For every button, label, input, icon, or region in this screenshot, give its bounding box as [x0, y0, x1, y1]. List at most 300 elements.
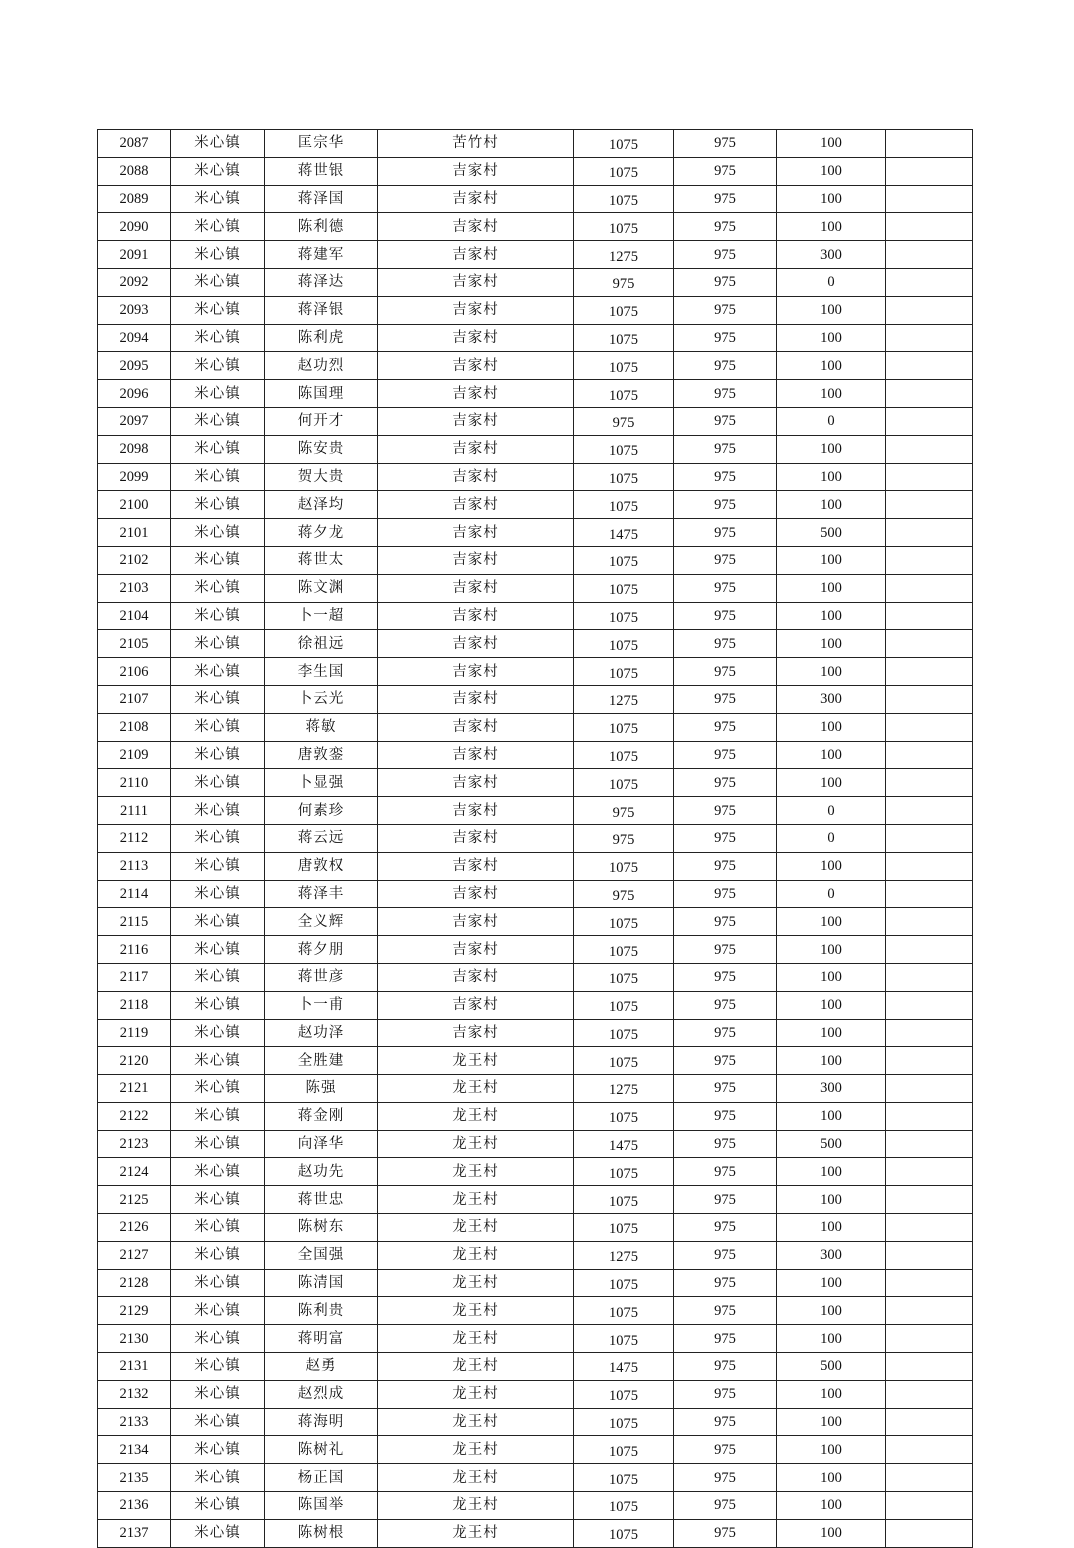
- note-cell: [886, 352, 973, 380]
- village-cell: 吉家村: [378, 324, 574, 352]
- base-amount-cell: 975: [674, 769, 777, 797]
- table-row: [98, 852, 973, 880]
- town-cell: 米心镇: [171, 157, 265, 185]
- note-cell: [886, 491, 973, 519]
- row-number-cell: 2109: [98, 741, 171, 769]
- village-cell: 吉家村: [378, 157, 574, 185]
- extra-amount-cell: 500: [777, 1130, 886, 1158]
- base-amount-cell: 975: [674, 324, 777, 352]
- town-cell: 米心镇: [171, 352, 265, 380]
- base-amount-cell: 975: [674, 1436, 777, 1464]
- total-amount-cell: 1075: [574, 991, 674, 1019]
- row-number-cell: 2097: [98, 407, 171, 435]
- base-amount-cell: 975: [674, 713, 777, 741]
- town-cell: 米心镇: [171, 1186, 265, 1214]
- extra-amount-cell: 100: [777, 1436, 886, 1464]
- table-row: [98, 1269, 973, 1297]
- row-number-cell: 2095: [98, 352, 171, 380]
- person-name-cell: 陈树根: [265, 1519, 378, 1547]
- extra-amount-cell: 100: [777, 602, 886, 630]
- table-row: [98, 130, 973, 158]
- village-cell: 龙王村: [378, 1130, 574, 1158]
- table-row: [98, 574, 973, 602]
- total-amount-cell: 1075: [574, 1269, 674, 1297]
- town-cell: 米心镇: [171, 1325, 265, 1353]
- town-cell: 米心镇: [171, 880, 265, 908]
- roster-table: [97, 129, 973, 1548]
- extra-amount-cell: 100: [777, 713, 886, 741]
- town-cell: 米心镇: [171, 741, 265, 769]
- village-cell: 龙王村: [378, 1464, 574, 1492]
- table-row: [98, 1325, 973, 1353]
- note-cell: [886, 380, 973, 408]
- town-cell: 米心镇: [171, 1464, 265, 1492]
- town-cell: 米心镇: [171, 130, 265, 158]
- total-amount-cell: 1075: [574, 1464, 674, 1492]
- row-number-cell: 2092: [98, 268, 171, 296]
- row-number-cell: 2101: [98, 519, 171, 547]
- row-number-cell: 2117: [98, 963, 171, 991]
- total-amount-cell: 1075: [574, 1102, 674, 1130]
- total-amount-cell: 1075: [574, 852, 674, 880]
- town-cell: 米心镇: [171, 1519, 265, 1547]
- note-cell: [886, 1269, 973, 1297]
- extra-amount-cell: 0: [777, 824, 886, 852]
- table-row: [98, 491, 973, 519]
- town-cell: 米心镇: [171, 713, 265, 741]
- extra-amount-cell: 0: [777, 407, 886, 435]
- base-amount-cell: 975: [674, 519, 777, 547]
- row-number-cell: 2121: [98, 1075, 171, 1103]
- person-name-cell: 赵泽均: [265, 491, 378, 519]
- person-name-cell: 唐敦銮: [265, 741, 378, 769]
- village-cell: 龙王村: [378, 1325, 574, 1353]
- village-cell: 吉家村: [378, 991, 574, 1019]
- base-amount-cell: 975: [674, 963, 777, 991]
- village-cell: 龙王村: [378, 1269, 574, 1297]
- person-name-cell: 蒋世忠: [265, 1186, 378, 1214]
- village-cell: 龙王村: [378, 1519, 574, 1547]
- person-name-cell: 陈文渊: [265, 574, 378, 602]
- table-row: [98, 602, 973, 630]
- town-cell: 米心镇: [171, 1102, 265, 1130]
- base-amount-cell: 975: [674, 185, 777, 213]
- town-cell: 米心镇: [171, 1436, 265, 1464]
- base-amount-cell: 975: [674, 685, 777, 713]
- total-amount-cell: 1075: [574, 1214, 674, 1242]
- table-row: [98, 380, 973, 408]
- total-amount-cell: 1075: [574, 1519, 674, 1547]
- table-row: [98, 1047, 973, 1075]
- total-amount-cell: 1275: [574, 1241, 674, 1269]
- person-name-cell: 卜一超: [265, 602, 378, 630]
- row-number-cell: 2100: [98, 491, 171, 519]
- village-cell: 吉家村: [378, 713, 574, 741]
- table-row: [98, 1492, 973, 1520]
- base-amount-cell: 975: [674, 463, 777, 491]
- row-number-cell: 2124: [98, 1158, 171, 1186]
- note-cell: [886, 296, 973, 324]
- town-cell: 米心镇: [171, 268, 265, 296]
- person-name-cell: 陈利虎: [265, 324, 378, 352]
- row-number-cell: 2123: [98, 1130, 171, 1158]
- total-amount-cell: 1075: [574, 352, 674, 380]
- row-number-cell: 2116: [98, 936, 171, 964]
- base-amount-cell: 975: [674, 1047, 777, 1075]
- row-number-cell: 2087: [98, 130, 171, 158]
- village-cell: 龙王村: [378, 1241, 574, 1269]
- base-amount-cell: 975: [674, 1519, 777, 1547]
- person-name-cell: 何素珍: [265, 797, 378, 825]
- village-cell: 吉家村: [378, 741, 574, 769]
- person-name-cell: 向泽华: [265, 1130, 378, 1158]
- person-name-cell: 何开才: [265, 407, 378, 435]
- town-cell: 米心镇: [171, 797, 265, 825]
- table-row: [98, 546, 973, 574]
- base-amount-cell: 975: [674, 1380, 777, 1408]
- total-amount-cell: 1075: [574, 157, 674, 185]
- total-amount-cell: 1275: [574, 1075, 674, 1103]
- extra-amount-cell: 100: [777, 1492, 886, 1520]
- note-cell: [886, 1325, 973, 1353]
- extra-amount-cell: 100: [777, 1380, 886, 1408]
- row-number-cell: 2111: [98, 797, 171, 825]
- extra-amount-cell: 100: [777, 491, 886, 519]
- town-cell: 米心镇: [171, 241, 265, 269]
- total-amount-cell: 1075: [574, 963, 674, 991]
- table-row: [98, 463, 973, 491]
- table-row: [98, 519, 973, 547]
- village-cell: 吉家村: [378, 380, 574, 408]
- village-cell: 吉家村: [378, 880, 574, 908]
- person-name-cell: 陈国理: [265, 380, 378, 408]
- person-name-cell: 陈利德: [265, 213, 378, 241]
- table-row: [98, 407, 973, 435]
- table-row: [98, 685, 973, 713]
- note-cell: [886, 435, 973, 463]
- person-name-cell: 赵烈成: [265, 1380, 378, 1408]
- town-cell: 米心镇: [171, 491, 265, 519]
- base-amount-cell: 975: [674, 991, 777, 1019]
- person-name-cell: 蒋建军: [265, 241, 378, 269]
- row-number-cell: 2113: [98, 852, 171, 880]
- total-amount-cell: 1075: [574, 435, 674, 463]
- note-cell: [886, 1353, 973, 1381]
- extra-amount-cell: 100: [777, 185, 886, 213]
- base-amount-cell: 975: [674, 1269, 777, 1297]
- person-name-cell: 蒋夕龙: [265, 519, 378, 547]
- extra-amount-cell: 100: [777, 1102, 886, 1130]
- note-cell: [886, 880, 973, 908]
- village-cell: 吉家村: [378, 797, 574, 825]
- row-number-cell: 2112: [98, 824, 171, 852]
- row-number-cell: 2130: [98, 1325, 171, 1353]
- total-amount-cell: 1075: [574, 213, 674, 241]
- row-number-cell: 2098: [98, 435, 171, 463]
- total-amount-cell: 1075: [574, 658, 674, 686]
- row-number-cell: 2091: [98, 241, 171, 269]
- total-amount-cell: 1075: [574, 936, 674, 964]
- note-cell: [886, 769, 973, 797]
- town-cell: 米心镇: [171, 407, 265, 435]
- row-number-cell: 2128: [98, 1269, 171, 1297]
- village-cell: 龙王村: [378, 1297, 574, 1325]
- extra-amount-cell: 0: [777, 880, 886, 908]
- table-row: [98, 824, 973, 852]
- total-amount-cell: 1075: [574, 1380, 674, 1408]
- base-amount-cell: 975: [674, 268, 777, 296]
- village-cell: 吉家村: [378, 241, 574, 269]
- note-cell: [886, 1075, 973, 1103]
- note-cell: [886, 1158, 973, 1186]
- total-amount-cell: 1075: [574, 1436, 674, 1464]
- total-amount-cell: 1475: [574, 1353, 674, 1381]
- person-name-cell: 李生国: [265, 658, 378, 686]
- town-cell: 米心镇: [171, 852, 265, 880]
- note-cell: [886, 546, 973, 574]
- extra-amount-cell: 100: [777, 852, 886, 880]
- row-number-cell: 2125: [98, 1186, 171, 1214]
- base-amount-cell: 975: [674, 824, 777, 852]
- total-amount-cell: 1075: [574, 1047, 674, 1075]
- person-name-cell: 徐祖远: [265, 630, 378, 658]
- table-row: [98, 1186, 973, 1214]
- village-cell: 吉家村: [378, 463, 574, 491]
- table-row: [98, 963, 973, 991]
- note-cell: [886, 1492, 973, 1520]
- extra-amount-cell: 100: [777, 352, 886, 380]
- extra-amount-cell: 100: [777, 1325, 886, 1353]
- note-cell: [886, 1436, 973, 1464]
- town-cell: 米心镇: [171, 1297, 265, 1325]
- total-amount-cell: 975: [574, 407, 674, 435]
- extra-amount-cell: 0: [777, 797, 886, 825]
- table-row: [98, 1519, 973, 1547]
- note-cell: [886, 157, 973, 185]
- total-amount-cell: 1075: [574, 1158, 674, 1186]
- row-number-cell: 2133: [98, 1408, 171, 1436]
- total-amount-cell: 1075: [574, 741, 674, 769]
- table-row: [98, 1436, 973, 1464]
- table-row: [98, 658, 973, 686]
- extra-amount-cell: 100: [777, 213, 886, 241]
- extra-amount-cell: 100: [777, 908, 886, 936]
- town-cell: 米心镇: [171, 1019, 265, 1047]
- base-amount-cell: 975: [674, 1130, 777, 1158]
- row-number-cell: 2119: [98, 1019, 171, 1047]
- person-name-cell: 卜显强: [265, 769, 378, 797]
- person-name-cell: 卜一甫: [265, 991, 378, 1019]
- base-amount-cell: 975: [674, 491, 777, 519]
- town-cell: 米心镇: [171, 602, 265, 630]
- person-name-cell: 陈树东: [265, 1214, 378, 1242]
- village-cell: 吉家村: [378, 296, 574, 324]
- row-number-cell: 2114: [98, 880, 171, 908]
- total-amount-cell: 1075: [574, 463, 674, 491]
- row-number-cell: 2115: [98, 908, 171, 936]
- village-cell: 吉家村: [378, 602, 574, 630]
- extra-amount-cell: 100: [777, 574, 886, 602]
- town-cell: 米心镇: [171, 658, 265, 686]
- base-amount-cell: 975: [674, 1102, 777, 1130]
- person-name-cell: 陈树礼: [265, 1436, 378, 1464]
- total-amount-cell: 1075: [574, 713, 674, 741]
- table-row: [98, 157, 973, 185]
- base-amount-cell: 975: [674, 1214, 777, 1242]
- base-amount-cell: 975: [674, 130, 777, 158]
- village-cell: 吉家村: [378, 658, 574, 686]
- village-cell: 吉家村: [378, 1019, 574, 1047]
- town-cell: 米心镇: [171, 435, 265, 463]
- base-amount-cell: 975: [674, 1297, 777, 1325]
- row-number-cell: 2105: [98, 630, 171, 658]
- table-row: [98, 936, 973, 964]
- total-amount-cell: 1275: [574, 241, 674, 269]
- row-number-cell: 2088: [98, 157, 171, 185]
- person-name-cell: 蒋世太: [265, 546, 378, 574]
- base-amount-cell: 975: [674, 241, 777, 269]
- extra-amount-cell: 300: [777, 1075, 886, 1103]
- row-number-cell: 2090: [98, 213, 171, 241]
- base-amount-cell: 975: [674, 852, 777, 880]
- table-row: [98, 296, 973, 324]
- row-number-cell: 2132: [98, 1380, 171, 1408]
- extra-amount-cell: 500: [777, 1353, 886, 1381]
- village-cell: 龙王村: [378, 1158, 574, 1186]
- person-name-cell: 赵功烈: [265, 352, 378, 380]
- extra-amount-cell: 0: [777, 268, 886, 296]
- table-row: [98, 1297, 973, 1325]
- row-number-cell: 2094: [98, 324, 171, 352]
- base-amount-cell: 975: [674, 380, 777, 408]
- village-cell: 龙王村: [378, 1214, 574, 1242]
- town-cell: 米心镇: [171, 936, 265, 964]
- extra-amount-cell: 100: [777, 991, 886, 1019]
- note-cell: [886, 741, 973, 769]
- town-cell: 米心镇: [171, 963, 265, 991]
- base-amount-cell: 975: [674, 574, 777, 602]
- total-amount-cell: 1075: [574, 185, 674, 213]
- town-cell: 米心镇: [171, 1214, 265, 1242]
- person-name-cell: 全国强: [265, 1241, 378, 1269]
- table-row: [98, 991, 973, 1019]
- village-cell: 龙王村: [378, 1408, 574, 1436]
- table-row: [98, 1019, 973, 1047]
- total-amount-cell: 1075: [574, 574, 674, 602]
- table-row: [98, 713, 973, 741]
- town-cell: 米心镇: [171, 213, 265, 241]
- total-amount-cell: 1075: [574, 769, 674, 797]
- table-row: [98, 435, 973, 463]
- row-number-cell: 2129: [98, 1297, 171, 1325]
- extra-amount-cell: 100: [777, 658, 886, 686]
- extra-amount-cell: 100: [777, 1047, 886, 1075]
- note-cell: [886, 991, 973, 1019]
- table-row: [98, 324, 973, 352]
- village-cell: 吉家村: [378, 491, 574, 519]
- village-cell: 吉家村: [378, 908, 574, 936]
- town-cell: 米心镇: [171, 1408, 265, 1436]
- note-cell: [886, 685, 973, 713]
- town-cell: 米心镇: [171, 1269, 265, 1297]
- total-amount-cell: 975: [574, 824, 674, 852]
- note-cell: [886, 1214, 973, 1242]
- base-amount-cell: 975: [674, 602, 777, 630]
- base-amount-cell: 975: [674, 630, 777, 658]
- person-name-cell: 匡宗华: [265, 130, 378, 158]
- total-amount-cell: 1075: [574, 1186, 674, 1214]
- row-number-cell: 2106: [98, 658, 171, 686]
- row-number-cell: 2127: [98, 1241, 171, 1269]
- row-number-cell: 2103: [98, 574, 171, 602]
- total-amount-cell: 975: [574, 268, 674, 296]
- extra-amount-cell: 100: [777, 1297, 886, 1325]
- village-cell: 龙王村: [378, 1186, 574, 1214]
- note-cell: [886, 407, 973, 435]
- person-name-cell: 蒋云远: [265, 824, 378, 852]
- base-amount-cell: 975: [674, 1241, 777, 1269]
- row-number-cell: 2093: [98, 296, 171, 324]
- village-cell: 吉家村: [378, 213, 574, 241]
- town-cell: 米心镇: [171, 1130, 265, 1158]
- town-cell: 米心镇: [171, 185, 265, 213]
- town-cell: 米心镇: [171, 1047, 265, 1075]
- table-row: [98, 769, 973, 797]
- total-amount-cell: 1075: [574, 1325, 674, 1353]
- village-cell: 吉家村: [378, 435, 574, 463]
- total-amount-cell: 1075: [574, 908, 674, 936]
- extra-amount-cell: 100: [777, 769, 886, 797]
- note-cell: [886, 658, 973, 686]
- row-number-cell: 2089: [98, 185, 171, 213]
- base-amount-cell: 975: [674, 213, 777, 241]
- base-amount-cell: 975: [674, 1325, 777, 1353]
- extra-amount-cell: 100: [777, 546, 886, 574]
- village-cell: 吉家村: [378, 824, 574, 852]
- total-amount-cell: 1075: [574, 1408, 674, 1436]
- village-cell: 吉家村: [378, 407, 574, 435]
- village-cell: 龙王村: [378, 1353, 574, 1381]
- base-amount-cell: 975: [674, 1019, 777, 1047]
- person-name-cell: 蒋明富: [265, 1325, 378, 1353]
- village-cell: 吉家村: [378, 519, 574, 547]
- note-cell: [886, 630, 973, 658]
- town-cell: 米心镇: [171, 769, 265, 797]
- table-row: [98, 185, 973, 213]
- town-cell: 米心镇: [171, 380, 265, 408]
- person-name-cell: 蒋泽银: [265, 296, 378, 324]
- person-name-cell: 赵勇: [265, 1353, 378, 1381]
- note-cell: [886, 213, 973, 241]
- base-amount-cell: 975: [674, 407, 777, 435]
- base-amount-cell: 975: [674, 797, 777, 825]
- total-amount-cell: 1075: [574, 546, 674, 574]
- note-cell: [886, 1380, 973, 1408]
- town-cell: 米心镇: [171, 1241, 265, 1269]
- row-number-cell: 2118: [98, 991, 171, 1019]
- base-amount-cell: 975: [674, 157, 777, 185]
- person-name-cell: 蒋泽国: [265, 185, 378, 213]
- village-cell: 龙王村: [378, 1492, 574, 1520]
- village-cell: 吉家村: [378, 685, 574, 713]
- table-row: [98, 1380, 973, 1408]
- table-row: [98, 797, 973, 825]
- person-name-cell: 卜云光: [265, 685, 378, 713]
- town-cell: 米心镇: [171, 1380, 265, 1408]
- table-row: [98, 1130, 973, 1158]
- village-cell: 龙王村: [378, 1102, 574, 1130]
- person-name-cell: 赵功先: [265, 1158, 378, 1186]
